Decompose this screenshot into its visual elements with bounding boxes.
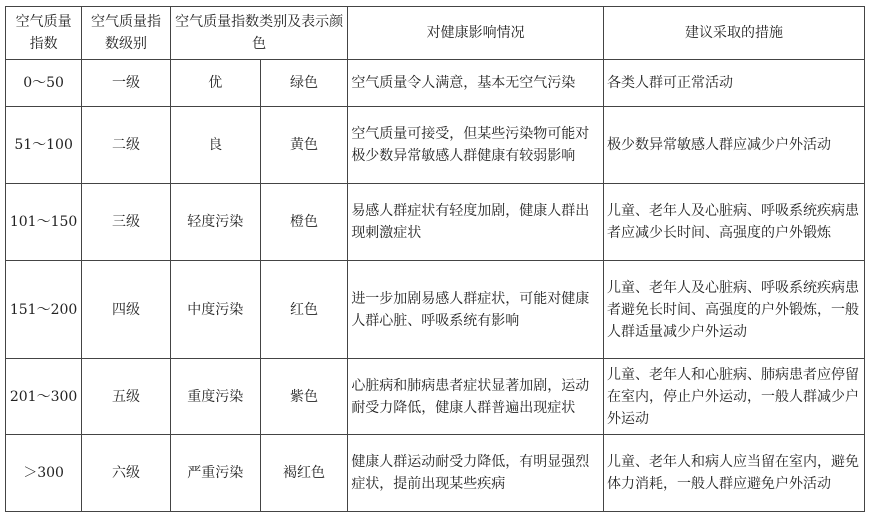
aqi-category: 优: [170, 60, 260, 107]
aqi-color: 橙色: [260, 184, 348, 261]
aqi-level: 四级: [82, 261, 171, 359]
health-effect: 进一步加剧易感人群症状，可能对健康人群心脏、呼吸系统有影响: [348, 261, 604, 359]
aqi-range: 101～150: [6, 184, 82, 261]
header-row: [6, 7, 865, 60]
measures: 儿童、老年人和病人应当留在室内，避免体力消耗，一般人群应避免户外活动: [604, 435, 865, 512]
aqi-level: 三级: [82, 184, 171, 261]
aqi-level: 六级: [82, 435, 171, 512]
aqi-category: 严重污染: [170, 435, 260, 512]
aqi-color: 绿色: [260, 60, 348, 107]
health-effect: 空气质量令人满意，基本无空气污染: [348, 60, 604, 107]
measures: 儿童、老年人和心脏病、肺病患者应停留在室内，停止户外运动，一般人群减少户外运动: [604, 359, 865, 435]
table-row: [6, 60, 865, 107]
measures: 儿童、老年人及心脏病、呼吸系统疾病患者避免长时间、高强度的户外锻炼，一般人群适量减少户外运动: [604, 261, 865, 359]
aqi-color: 黄色: [260, 107, 348, 184]
aqi-range: 0～50: [6, 60, 82, 107]
aqi-category: 重度污染: [170, 359, 260, 435]
health-effect: 易感人群症状有轻度加剧，健康人群出现刺激症状: [348, 184, 604, 261]
measures: 各类人群可正常活动: [604, 60, 865, 107]
table-row: [6, 359, 865, 435]
aqi-color: 紫色: [260, 359, 348, 435]
header-category-color: 空气质量指数类别及表示颜色: [170, 7, 347, 60]
header-health-effect: 对健康影响情况: [348, 7, 604, 60]
aqi-category: 中度污染: [170, 261, 260, 359]
table-row: [6, 107, 865, 184]
aqi-color: 褐红色: [260, 435, 348, 512]
table-row: [6, 435, 865, 512]
aqi-range: 201～300: [6, 359, 82, 435]
table-row: [6, 261, 865, 359]
aqi-range: 51～100: [6, 107, 82, 184]
health-effect: 健康人群运动耐受力降低，有明显强烈症状，提前出现某些疾病: [348, 435, 604, 512]
table-row: [6, 184, 865, 261]
measures: 极少数异常敏感人群应减少户外活动: [604, 107, 865, 184]
health-effect: 心脏病和肺病患者症状显著加剧，运动耐受力降低，健康人群普遍出现症状: [348, 359, 604, 435]
aqi-range: 151～200: [6, 261, 82, 359]
measures: 儿童、老年人及心脏病、呼吸系统疾病患者应减少长时间、高强度的户外锻炼: [604, 184, 865, 261]
aqi-level: 二级: [82, 107, 171, 184]
aqi-level: 一级: [82, 60, 171, 107]
header-measures: 建议采取的措施: [604, 7, 865, 60]
aqi-category: 良: [170, 107, 260, 184]
health-effect: 空气质量可接受，但某些污染物可能对极少数异常敏感人群健康有较弱影响: [348, 107, 604, 184]
header-level: 空气质量指数级别: [82, 7, 171, 60]
aqi-table: [5, 6, 865, 512]
aqi-category: 轻度污染: [170, 184, 260, 261]
aqi-range: ＞300: [6, 435, 82, 512]
aqi-color: 红色: [260, 261, 348, 359]
header-aqi: 空气质量指数: [6, 7, 82, 60]
aqi-level: 五级: [82, 359, 171, 435]
